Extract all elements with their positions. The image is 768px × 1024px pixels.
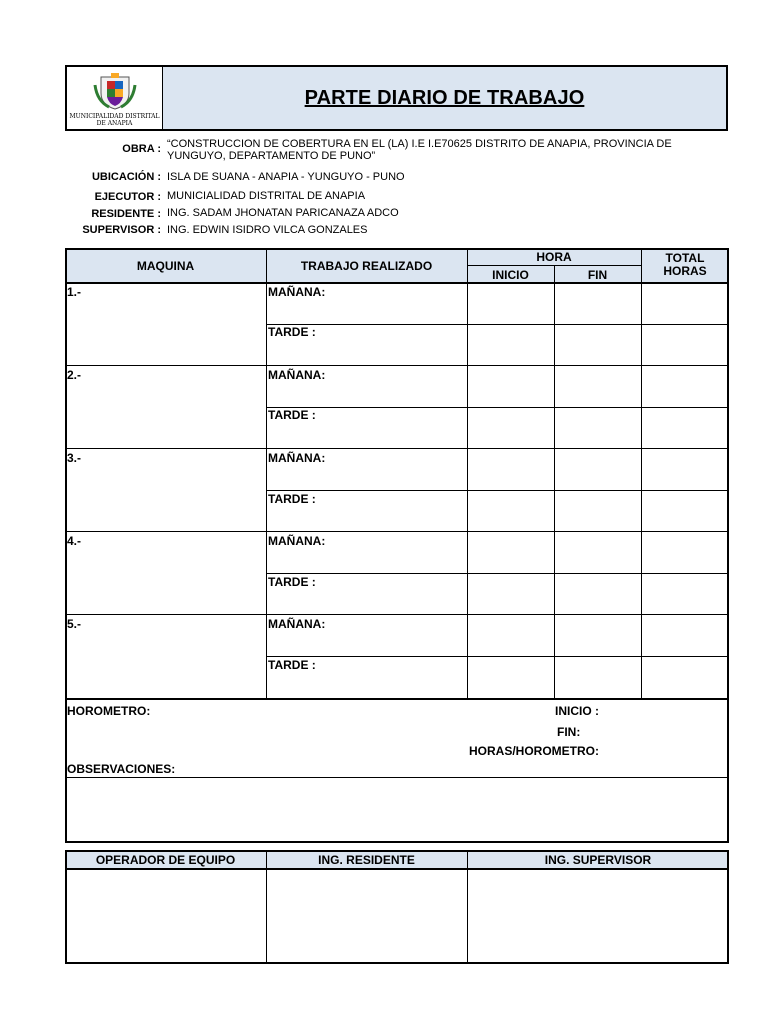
col-maquina-header: MAQUINA xyxy=(136,259,195,273)
row-3-tarde-label: TARDE : xyxy=(268,492,316,506)
row-2-manana-label: MAÑANA: xyxy=(268,368,326,382)
operador-signature-header: OPERADOR DE EQUIPO xyxy=(95,853,236,867)
col-hora-header: HORA xyxy=(536,250,572,264)
supervisor-signature-header: ING. SUPERVISOR xyxy=(544,853,652,867)
logo-cell xyxy=(67,67,163,129)
header-box xyxy=(65,65,728,131)
row-4-tarde-label: TARDE : xyxy=(268,575,316,589)
row-2-number: 2.- xyxy=(67,368,82,382)
title-cell xyxy=(163,67,726,129)
row-4-number: 4.- xyxy=(67,534,82,548)
row-4-manana-label: MAÑANA: xyxy=(268,534,326,548)
row-3-number: 3.- xyxy=(67,451,82,465)
horas-horometro-label: HORAS/HOROMETRO: xyxy=(469,744,599,758)
page-title: PARTE DIARIO DE TRABAJO xyxy=(304,87,585,109)
ejecutor-value: MUNICIALIDAD DISTRITAL DE ANAPIA xyxy=(167,190,366,202)
municipality-logo-icon xyxy=(93,71,137,111)
row-5-number: 5.- xyxy=(67,617,82,631)
row-5-manana-label: MAÑANA: xyxy=(268,617,326,631)
horometro-label: HOROMETRO: xyxy=(67,704,151,718)
row-1-tarde-label: TARDE : xyxy=(268,325,316,339)
row-1-manana-label: MAÑANA: xyxy=(268,285,326,299)
obra-label: OBRA : xyxy=(122,143,161,155)
ubicacion-label: UBICACIÓN : xyxy=(91,171,161,183)
col-fin-header: FIN xyxy=(587,268,608,282)
ejecutor-label: EJECUTOR : xyxy=(94,191,161,203)
horometro-fin-label: FIN: xyxy=(557,725,581,739)
col-trabajo-header: TRABAJO REALIZADO xyxy=(300,259,433,273)
row-2-tarde-label: TARDE : xyxy=(268,408,316,422)
observaciones-label: OBSERVACIONES: xyxy=(67,762,176,776)
residente-signature-header: ING. RESIDENTE xyxy=(318,853,415,867)
work-table xyxy=(65,248,729,700)
signature-table xyxy=(65,850,729,966)
row-5-tarde-label: TARDE : xyxy=(268,658,316,672)
col-inicio-header: INICIO xyxy=(492,268,529,282)
row-3-manana-label: MAÑANA: xyxy=(268,451,326,465)
row-1-number: 1.- xyxy=(67,285,82,299)
residente-label: RESIDENTE : xyxy=(91,208,161,220)
supervisor-label: SUPERVISOR : xyxy=(82,224,161,236)
supervisor-value: ING. EDWIN ISIDRO VILCA GONZALES xyxy=(167,224,368,236)
ubicacion-value: ISLA DE SUANA - ANAPIA - YUNGUYO - PUNO xyxy=(167,171,405,183)
logo-caption: MUNICIPALIDAD DISTRITAL DE ANAPIA xyxy=(69,113,160,127)
col-total-header: TOTAL HORAS xyxy=(663,251,707,278)
obra-value: “CONSTRUCCION DE COBERTURA EN EL (LA) I.E I.E70625 DISTRITO DE ANAPIA, PROVINCIA DE YUNGUYO, DEPARTAMENTO DE PUNO” xyxy=(167,138,672,162)
horometro-inicio-label: INICIO : xyxy=(555,704,599,718)
residente-value: ING. SADAM JHONATAN PARICANAZA ADCO xyxy=(167,207,399,219)
